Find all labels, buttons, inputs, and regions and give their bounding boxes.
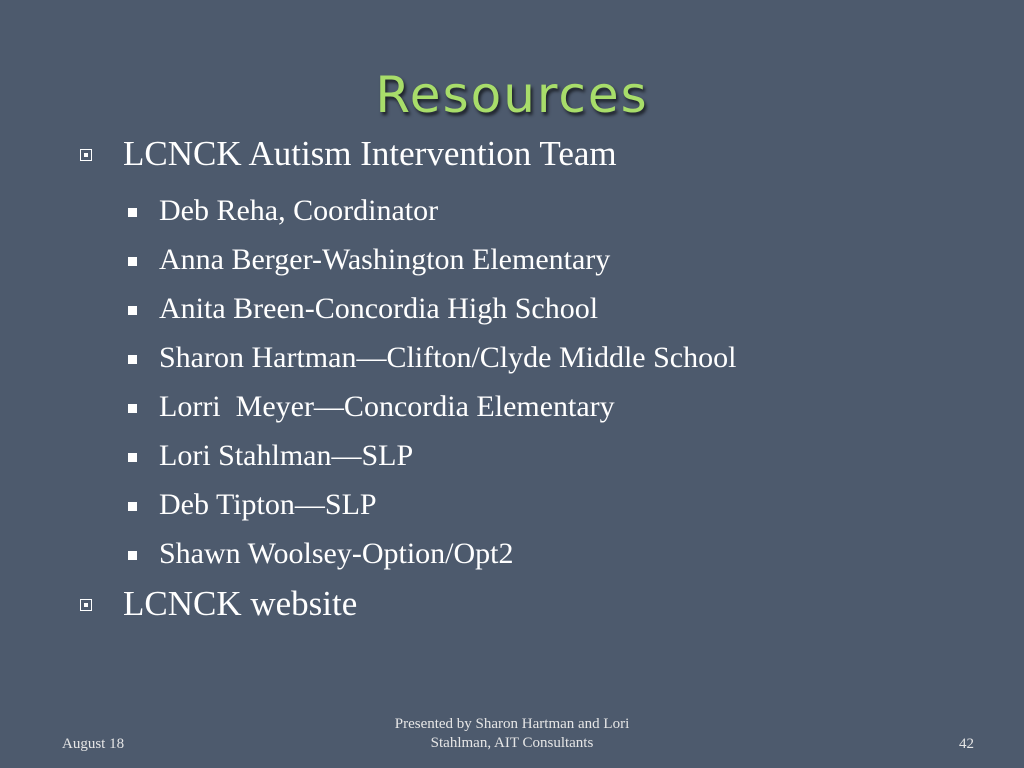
square-bullet-icon	[128, 257, 137, 266]
footer-presenters-line-1: Presented by Sharon Hartman and Lori	[394, 716, 630, 732]
sub-bullet	[0, 490, 1024, 526]
square-bullet-icon	[128, 551, 137, 560]
page-number: 42	[959, 736, 974, 752]
hollow-square-bullet-icon	[80, 599, 92, 611]
sub-bullet-text: Anita Breen-Concordia High School	[159, 292, 599, 325]
sub-bullet	[0, 441, 1024, 477]
hollow-square-bullet-icon	[80, 149, 92, 161]
footer-date: August 18	[62, 736, 125, 752]
sub-bullet	[0, 196, 1024, 232]
sub-bullet	[0, 245, 1024, 281]
sub-bullet	[0, 343, 1024, 379]
sub-bullet-text: Deb Reha, Coordinator	[159, 194, 439, 227]
sub-bullet-text: Lori Stahlman—SLP	[159, 439, 414, 472]
bullet-text: LCNCK website	[123, 584, 358, 623]
footer-presenters	[352, 715, 672, 753]
sub-bullet	[0, 294, 1024, 330]
sub-bullet	[0, 539, 1024, 575]
square-bullet-icon	[128, 208, 137, 217]
square-bullet-icon	[128, 453, 137, 462]
sub-bullet-text: Shawn Woolsey-Option/Opt2	[159, 537, 514, 570]
square-bullet-icon	[128, 404, 137, 413]
square-bullet-icon	[128, 502, 137, 511]
bullet-ait-team	[0, 134, 1024, 182]
sub-bullet-text: Deb Tipton—SLP	[159, 488, 377, 521]
sub-bullet-text: Anna Berger-Washington Elementary	[159, 243, 611, 276]
sub-bullet-text: Sharon Hartman—Clifton/Clyde Middle School	[159, 341, 737, 374]
footer-presenters-line-2: Stahlman, AIT Consultants	[430, 735, 594, 751]
bullet-text: LCNCK Autism Intervention Team	[123, 134, 617, 173]
sub-bullet-text: Lorri Meyer—Concordia Elementary	[159, 390, 615, 423]
bullet-website	[0, 584, 1024, 632]
square-bullet-icon	[128, 306, 137, 315]
slide-title: Resources	[375, 66, 649, 124]
square-bullet-icon	[128, 355, 137, 364]
sub-bullet	[0, 392, 1024, 428]
